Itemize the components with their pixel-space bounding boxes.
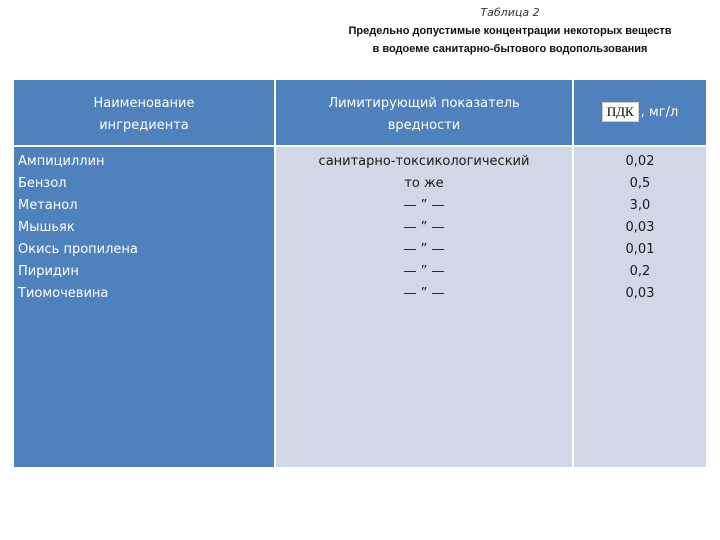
indicator-cell: — ” — [403,264,445,279]
ingredient-cell: Окись пропилена [18,242,138,257]
pdk-value-cell: 0,03 [625,286,655,301]
indicator-cell: санитарно-токсикологический [318,154,530,169]
table-title-line-2: в водоеме санитарно-бытового водопользования [372,43,648,55]
indicator-cell: — ” — [403,198,445,213]
indicator-cell: то же [404,176,444,191]
header-pdk [574,80,706,145]
ingredient-column [14,147,274,467]
table-number: Таблица 2 [480,6,540,19]
ingredient-cell: Бензол [18,176,67,191]
header-ingredient [14,80,274,145]
indicator-column [276,147,572,467]
indicator-cell: — ” — [403,220,445,235]
indicator-cell: — ” — [403,242,445,257]
pdk-formula-box: ПДК [602,102,639,122]
pdk-value-cell: 0,01 [625,242,655,257]
pdk-value-cell: 3,0 [629,198,651,213]
pdk-value-cell: 0,03 [625,220,655,235]
header-indicator-line-2: вредности [387,118,461,133]
ingredient-cell: Метанол [18,198,78,213]
header-limiting-indicator [276,80,572,145]
ingredient-cell: Ампициллин [18,154,105,169]
pdk-value-column [574,147,706,467]
ingredient-cell: Пиридин [18,264,79,279]
pdk-value-cell: 0,02 [625,154,655,169]
table-title-line-1: Предельно допустимые концентрации некоторых веществ [348,25,672,37]
pdk-value-cell: 0,5 [629,176,651,191]
pdk-unit: , мг/л [640,105,679,120]
table-caption [300,4,720,58]
ingredient-cell: Тиомочевина [18,286,109,301]
header-ingredient-line-1: Наименование [93,96,195,111]
ingredient-cell: Мышьяк [18,220,75,235]
pdk-value-cell: 0,2 [629,264,651,279]
indicator-cell: — ” — [403,286,445,301]
pdk-table [14,80,706,467]
header-ingredient-line-2: ингредиента [99,118,189,133]
header-indicator-line-1: Лимитирующий показатель [328,96,520,111]
